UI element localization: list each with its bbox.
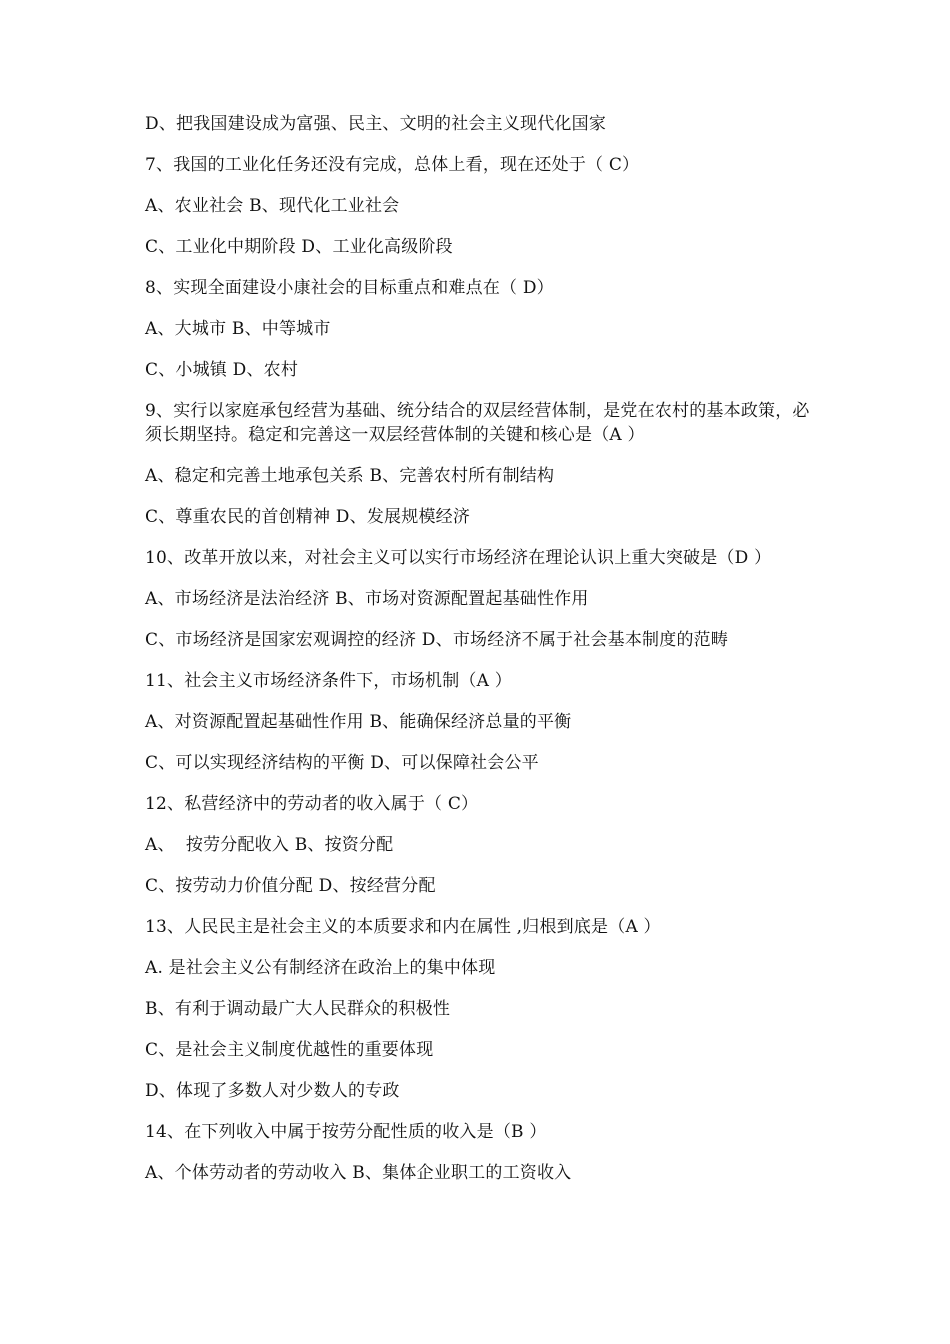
option-line: B、有利于调动最广大人民群众的积极性 xyxy=(145,999,451,1019)
option-line: C、工业化中期阶段 D、工业化高级阶段 xyxy=(145,237,453,257)
option-line: A、稳定和完善土地承包关系 B、完善农村所有制结构 xyxy=(145,466,555,486)
document-body xyxy=(145,112,817,1202)
question-line: 10、改革开放以来，对社会主义可以实行市场经济在理论认识上重大突破是（D ） xyxy=(145,548,772,568)
option-line: C、尊重农民的首创精神 D、发展规模经济 xyxy=(145,507,471,527)
question-line: 12、私营经济中的劳动者的收入属于（ C） xyxy=(145,794,479,814)
option-line: A、个体劳动者的劳动收入 B、集体企业职工的工资收入 xyxy=(145,1163,572,1183)
option-line: A. 是社会主义公有制经济在政治上的集中体现 xyxy=(145,958,496,978)
question-line: 8、实现全面建设小康社会的目标重点和难点在（ D） xyxy=(145,278,554,298)
question-line: 13、人民民主是社会主义的本质要求和内在属性 ,归根到底是（A ） xyxy=(145,917,661,937)
question-line: 14、在下列收入中属于按劳分配性质的收入是（B ） xyxy=(145,1122,547,1142)
question-line: 7、我国的工业化任务还没有完成，总体上看，现在还处于（ C） xyxy=(145,155,640,175)
option-line: A、 按劳分配收入 B、按资分配 xyxy=(145,835,394,855)
option-line: D、把我国建设成为富强、民主、文明的社会主义现代化国家 xyxy=(145,114,607,134)
question-line: 11、社会主义市场经济条件下，市场机制（A ） xyxy=(145,671,512,691)
option-line: C、市场经济是国家宏观调控的经济 D、市场经济不属于社会基本制度的范畴 xyxy=(145,630,729,650)
option-line: C、按劳动力价值分配 D、按经营分配 xyxy=(145,876,436,896)
option-line: C、小城镇 D、农村 xyxy=(145,360,299,380)
option-line: A、农业社会 B、现代化工业社会 xyxy=(145,196,400,216)
option-line: A、对资源配置起基础性作用 B、能确保经济总量的平衡 xyxy=(145,712,572,732)
option-line: A、市场经济是法治经济 B、市场对资源配置起基础性作用 xyxy=(145,589,589,609)
option-line: C、可以实现经济结构的平衡 D、可以保障社会公平 xyxy=(145,753,539,773)
option-line: D、体现了多数人对少数人的专政 xyxy=(145,1081,400,1101)
option-line: A、大城市 B、中等城市 xyxy=(145,319,331,339)
question-line: 9、实行以家庭承包经营为基础、统分结合的双层经营体制，是党在农村的基本政策，必须长期坚持。稳定和完善这一双层经营体制的关键和核心是（A ） xyxy=(145,401,810,445)
option-line: C、是社会主义制度优越性的重要体现 xyxy=(145,1040,434,1060)
